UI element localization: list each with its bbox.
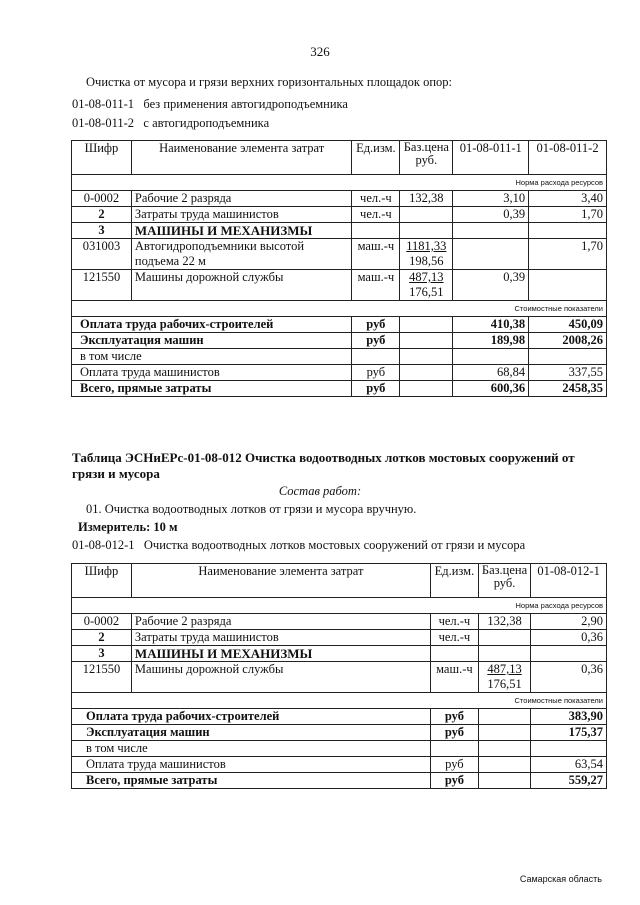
cost-name: в том числе bbox=[72, 349, 352, 365]
cell-unit: маш.-ч bbox=[430, 662, 478, 693]
header-col-2: 01-08-011-2 bbox=[529, 141, 607, 175]
cell-v1: 2,90 bbox=[531, 614, 607, 630]
cell-name: Затраты труда машинистов bbox=[131, 630, 430, 646]
cell-unit: маш.-ч bbox=[352, 270, 400, 301]
cost-row bbox=[72, 365, 607, 381]
header-price: Баз.цена руб. bbox=[400, 141, 453, 175]
cell-name: Машины дорожной службы bbox=[131, 662, 430, 693]
table-row bbox=[72, 207, 607, 223]
table-row bbox=[72, 223, 607, 239]
price-base: 487,13 bbox=[409, 270, 444, 284]
page-number: 326 bbox=[310, 44, 330, 59]
header-code: Шифр bbox=[72, 141, 132, 175]
cell-name: МАШИНЫ И МЕХАНИЗМЫ bbox=[131, 223, 351, 239]
cell-v1: 0,39 bbox=[453, 207, 529, 223]
section1-item-2 bbox=[72, 116, 269, 131]
cell-code: 2 bbox=[72, 207, 132, 223]
price-current: 176,51 bbox=[487, 677, 522, 691]
cost-v1: 175,37 bbox=[531, 725, 607, 741]
cell-code: 0-0002 bbox=[72, 191, 132, 207]
cost-row bbox=[72, 741, 607, 757]
cell-v1 bbox=[453, 239, 529, 270]
cost-name: Оплата труда рабочих-строителей bbox=[72, 317, 352, 333]
code-line-text: Очистка водоотводных лотков мостовых сооружений от грязи и мусора bbox=[143, 538, 526, 552]
table-row bbox=[72, 662, 607, 693]
norm-label: Норма расхода ресурсов bbox=[72, 175, 607, 191]
cost-v2: 337,55 bbox=[529, 365, 607, 381]
cost-row bbox=[72, 757, 607, 773]
cost-row bbox=[72, 725, 607, 741]
cost-label: Стоимостные показатели bbox=[72, 301, 607, 317]
section2-title-line2: грязи и мусора bbox=[72, 466, 160, 481]
cost-unit: руб bbox=[352, 365, 400, 381]
header-unit: Ед.изм. bbox=[352, 141, 400, 175]
resource-table-1 bbox=[71, 140, 607, 397]
cost-label: Стоимостные показатели bbox=[72, 693, 607, 709]
item-text: с автогидроподъемника bbox=[143, 116, 270, 130]
cost-label-row bbox=[72, 301, 607, 317]
section1-item-1 bbox=[72, 97, 348, 112]
cost-v1: 189,98 bbox=[453, 333, 529, 349]
table-header bbox=[72, 564, 607, 598]
header-col-1: 01-08-012-1 bbox=[531, 564, 607, 598]
table-row bbox=[72, 270, 607, 301]
cell-v2: 3,40 bbox=[529, 191, 607, 207]
section2-code-line bbox=[72, 538, 525, 553]
price-base: 1181,33 bbox=[406, 239, 447, 253]
cost-name: Оплата труда машинистов bbox=[72, 365, 352, 381]
code-line-code: 01-08-012-1 bbox=[72, 538, 135, 552]
cell-unit: чел.-ч bbox=[352, 191, 400, 207]
item-code: 01-08-011-1 bbox=[72, 97, 135, 111]
cost-row bbox=[72, 773, 607, 789]
cell-code: 121550 bbox=[72, 662, 132, 693]
price-current: 176,51 bbox=[409, 285, 444, 299]
resource-table-2 bbox=[71, 563, 607, 789]
header-col-1: 01-08-011-1 bbox=[453, 141, 529, 175]
cell-v1: 0,39 bbox=[453, 270, 529, 301]
cell-code: 0-0002 bbox=[72, 614, 132, 630]
sostav-label: Состав работ: bbox=[278, 484, 362, 498]
cell-code: 3 bbox=[72, 223, 132, 239]
cost-name: Оплата труда машинистов bbox=[72, 757, 431, 773]
cost-row bbox=[72, 333, 607, 349]
header-unit: Ед.изм. bbox=[430, 564, 478, 598]
cell-name: Затраты труда машинистов bbox=[131, 207, 351, 223]
cell-unit: чел.-ч bbox=[430, 614, 478, 630]
cost-v1: 600,36 bbox=[453, 381, 529, 397]
cell-name: Машины дорожной службы bbox=[131, 270, 351, 301]
cell-price: 132,38 bbox=[400, 191, 453, 207]
cost-name: Всего, прямые затраты bbox=[72, 381, 352, 397]
cost-v2: 2458,35 bbox=[529, 381, 607, 397]
cell-code: 121550 bbox=[72, 270, 132, 301]
cost-v2: 450,09 bbox=[529, 317, 607, 333]
cost-name: Оплата труда рабочих-строителей bbox=[72, 709, 431, 725]
cost-v1: 68,84 bbox=[453, 365, 529, 381]
cell-v1: 0,36 bbox=[531, 662, 607, 693]
item-text: без применения автогидроподъемника bbox=[143, 97, 348, 111]
cell-unit: чел.-ч bbox=[352, 207, 400, 223]
header-code: Шифр bbox=[72, 564, 132, 598]
cost-row bbox=[72, 709, 607, 725]
cell-v2: 1,70 bbox=[529, 207, 607, 223]
cost-name: Эксплуатация машин bbox=[72, 333, 352, 349]
cost-unit: руб bbox=[430, 757, 478, 773]
table-header bbox=[72, 141, 607, 175]
price-base: 487,13 bbox=[487, 662, 522, 676]
cost-v1: 559,27 bbox=[531, 773, 607, 789]
cell-code: 3 bbox=[72, 646, 132, 662]
cell-unit: чел.-ч bbox=[430, 630, 478, 646]
cell-price bbox=[400, 239, 453, 270]
cost-name: Всего, прямые затраты bbox=[72, 773, 431, 789]
norm-label-row bbox=[72, 175, 607, 191]
cost-row bbox=[72, 349, 607, 365]
cost-unit: руб bbox=[430, 773, 478, 789]
cost-row bbox=[72, 381, 607, 397]
cell-name: Рабочие 2 разряда bbox=[131, 614, 430, 630]
cost-unit: руб bbox=[352, 381, 400, 397]
cell-v2: 1,70 bbox=[529, 239, 607, 270]
meter-label: Измеритель: 10 м bbox=[78, 520, 178, 534]
section2-title-line1: Таблица ЭСНиЕРс-01-08-012 Очистка водоотводных лотков мостовых сооружений от bbox=[72, 450, 575, 465]
cost-name: Эксплуатация машин bbox=[72, 725, 431, 741]
cost-v1: 410,38 bbox=[453, 317, 529, 333]
header-name: Наименование элемента затрат bbox=[131, 141, 351, 175]
cell-v2 bbox=[529, 270, 607, 301]
table-row bbox=[72, 191, 607, 207]
header-name: Наименование элемента затрат bbox=[131, 564, 430, 598]
cost-v1: 63,54 bbox=[531, 757, 607, 773]
table-row bbox=[72, 614, 607, 630]
cost-unit: руб bbox=[430, 709, 478, 725]
norm-label-row bbox=[72, 598, 607, 614]
cost-name: в том числе bbox=[72, 741, 431, 757]
cell-code: 031003 bbox=[72, 239, 132, 270]
cost-v2: 2008,26 bbox=[529, 333, 607, 349]
cost-row bbox=[72, 317, 607, 333]
cost-unit: руб bbox=[352, 317, 400, 333]
cost-v1: 383,90 bbox=[531, 709, 607, 725]
cell-name: Автогидроподъемники высотой подъема 22 м bbox=[131, 239, 351, 270]
cell-v1: 0,36 bbox=[531, 630, 607, 646]
cost-label-row bbox=[72, 693, 607, 709]
cell-code: 2 bbox=[72, 630, 132, 646]
cell-v1: 3,10 bbox=[453, 191, 529, 207]
cost-unit: руб bbox=[430, 725, 478, 741]
cell-price bbox=[478, 662, 530, 693]
cell-price: 132,38 bbox=[478, 614, 530, 630]
work-description: 01. Очистка водоотводных лотков от грязи и мусора вручную. bbox=[86, 502, 417, 516]
header-price: Баз.цена руб. bbox=[478, 564, 530, 598]
cell-unit: маш.-ч bbox=[352, 239, 400, 270]
table-row bbox=[72, 646, 607, 662]
cell-price bbox=[478, 630, 530, 646]
section1-title: Очистка от мусора и грязи верхних горизонтальных площадок опор: bbox=[86, 75, 453, 89]
cell-name: Рабочие 2 разряда bbox=[131, 191, 351, 207]
footer-region: Самарская область bbox=[519, 874, 602, 884]
cell-price bbox=[400, 270, 453, 301]
norm-label: Норма расхода ресурсов bbox=[72, 598, 607, 614]
table-row bbox=[72, 630, 607, 646]
cell-price bbox=[400, 207, 453, 223]
cell-name: МАШИНЫ И МЕХАНИЗМЫ bbox=[131, 646, 430, 662]
cost-unit: руб bbox=[352, 333, 400, 349]
price-current: 198,56 bbox=[409, 254, 444, 268]
table-row bbox=[72, 239, 607, 270]
item-code: 01-08-011-2 bbox=[72, 116, 135, 130]
